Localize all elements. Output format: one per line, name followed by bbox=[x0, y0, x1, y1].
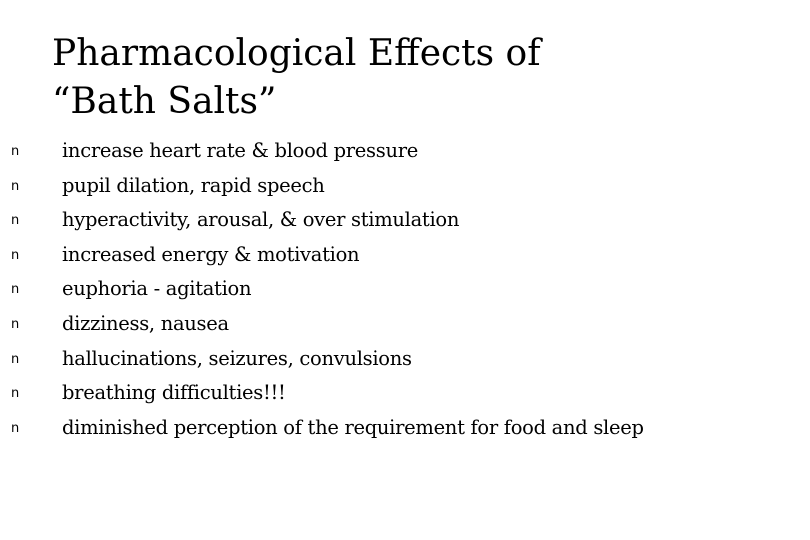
bullet-item bbox=[0, 240, 790, 275]
bullet-item bbox=[0, 378, 790, 413]
slide-title-line-1: Pharmacological Effects of bbox=[52, 33, 541, 74]
bullet-item bbox=[0, 205, 790, 240]
slide-title bbox=[52, 30, 752, 126]
bullet-item bbox=[0, 344, 790, 379]
bullet-text: euphoria - agitation bbox=[62, 277, 252, 301]
bullet-item bbox=[0, 413, 790, 448]
bullet-marker-icon: n bbox=[11, 316, 20, 332]
bullet-text: breathing difficulties!!! bbox=[62, 381, 286, 405]
bullet-text: diminished perception of the requirement for food and sleep bbox=[62, 415, 644, 439]
bullet-marker-icon: n bbox=[11, 178, 20, 194]
bullet-marker-icon: n bbox=[11, 420, 20, 436]
bullet-text: dizziness, nausea bbox=[62, 311, 229, 335]
bullet-marker-icon: n bbox=[11, 351, 20, 367]
bullet-item bbox=[0, 136, 790, 171]
bullet-marker-icon: n bbox=[11, 247, 20, 263]
bullet-text: increased energy & motivation bbox=[62, 242, 360, 266]
bullet-item bbox=[0, 309, 790, 344]
bullet-marker-icon: n bbox=[11, 213, 20, 229]
bullet-text: hallucinations, seizures, convulsions bbox=[62, 346, 412, 370]
bullet-marker-icon: n bbox=[11, 282, 20, 298]
bullet-list bbox=[0, 136, 790, 447]
bullet-marker-icon: n bbox=[11, 386, 20, 402]
bullet-item bbox=[0, 171, 790, 206]
bullet-text: pupil dilation, rapid speech bbox=[62, 173, 325, 197]
slide-title-line-2: “Bath Salts” bbox=[52, 81, 277, 122]
bullet-text: hyperactivity, arousal, & over stimulation bbox=[62, 208, 460, 232]
bullet-marker-icon: n bbox=[11, 144, 20, 159]
bullet-item bbox=[0, 274, 790, 309]
bullet-text: increase heart rate & blood pressure bbox=[62, 139, 418, 162]
